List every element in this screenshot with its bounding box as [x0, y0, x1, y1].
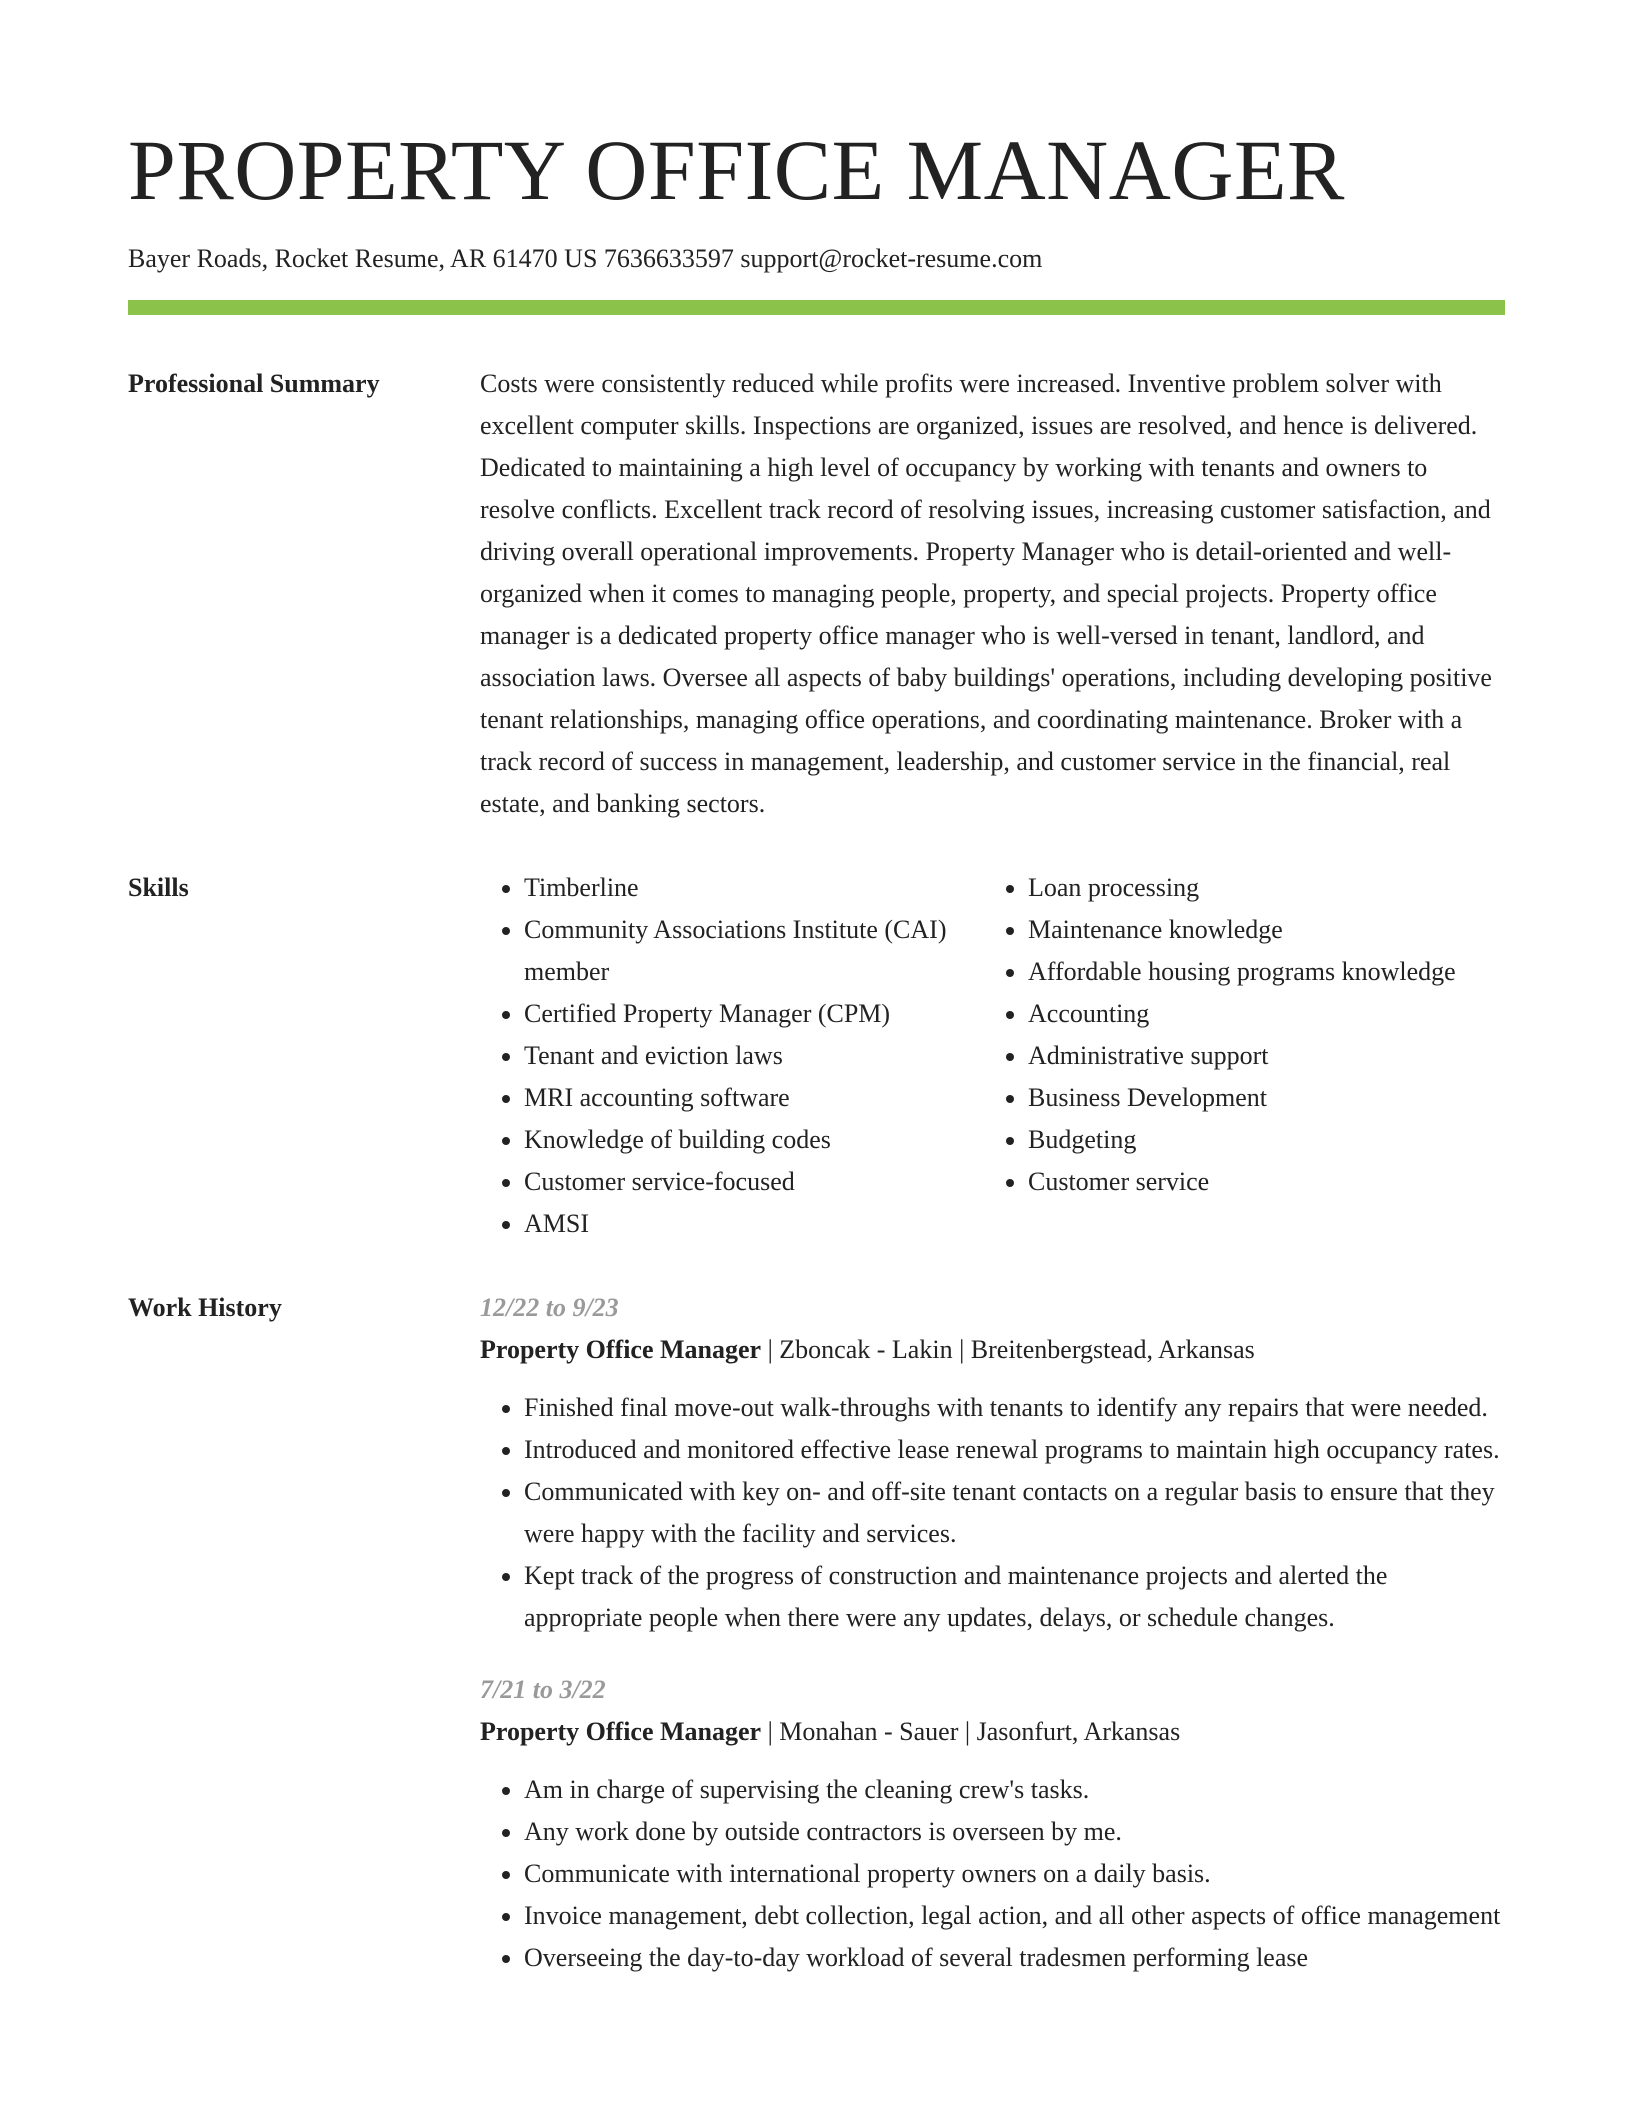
separator: | [964, 1717, 977, 1746]
job-bullet: • Am in charge of supervising the cleaning crew's tasks. [524, 1769, 1505, 1811]
skill-item: • Administrative support [1028, 1035, 1505, 1077]
skills-section [128, 867, 1505, 1245]
job-bullet: • Invoice management, debt collection, legal action, and all other aspects of office management [524, 1895, 1505, 1937]
skill-item: • Tenant and eviction laws [524, 1035, 984, 1077]
job-company: Zboncak - Lakin [779, 1335, 953, 1364]
job-entry [480, 1669, 1505, 1979]
job-bullet: • Communicate with international property owners on a daily basis. [524, 1853, 1505, 1895]
job-bullet: • Any work done by outside contractors is overseen by me. [524, 1811, 1505, 1853]
separator: | [767, 1335, 780, 1364]
skill-item: • Certified Property Manager (CPM) [524, 993, 984, 1035]
contact-address: Bayer Roads, Rocket Resume, AR 61470 US [128, 244, 598, 273]
skill-item: • Community Associations Institute (CAI) member [524, 909, 984, 993]
skills-body [480, 867, 1505, 1245]
job-location: Jasonfurt, Arkansas [976, 1717, 1181, 1746]
skills-column-2 [984, 867, 1505, 1245]
skill-item: • Timberline [524, 867, 984, 909]
resume-name: PROPERTY OFFICE MANAGER [128, 122, 1345, 218]
job-role: Property Office Manager [480, 1335, 762, 1364]
skill-item: • Accounting [1028, 993, 1505, 1035]
contact-line [128, 242, 1505, 276]
skill-item: • Customer service-focused [524, 1161, 984, 1203]
skill-item: • Loan processing [1028, 867, 1505, 909]
separator: | [767, 1717, 780, 1746]
job-dates: 12/22 to 9/23 [480, 1293, 619, 1322]
job-bullet: • Communicated with key on- and off-site tenant contacts on a regular basis to ensure that they were happy with the facility and services. [524, 1471, 1505, 1555]
job-bullets [480, 1769, 1505, 1979]
job-bullet: • Introduced and monitored effective lease renewal programs to maintain high occupancy rates. [524, 1429, 1505, 1471]
accent-divider [128, 300, 1505, 315]
job-dates: 7/21 to 3/22 [480, 1675, 606, 1704]
contact-phone: 7636633597 [603, 244, 734, 273]
skill-item: • AMSI [524, 1203, 984, 1245]
summary-body [480, 363, 1505, 825]
skill-item: • Business Development [1028, 1077, 1505, 1119]
job-company: Monahan - Sauer [779, 1717, 959, 1746]
skill-item: • Budgeting [1028, 1119, 1505, 1161]
skill-item: • Knowledge of building codes [524, 1119, 984, 1161]
summary-heading: Professional Summary [128, 369, 380, 398]
skill-item: • Maintenance knowledge [1028, 909, 1505, 951]
job-role: Property Office Manager [480, 1717, 762, 1746]
skill-item: • Customer service [1028, 1161, 1505, 1203]
contact-email: support@rocket-resume.com [740, 244, 1043, 273]
work-history-heading: Work History [128, 1293, 282, 1322]
skills-column-1 [480, 867, 984, 1245]
job-entry [480, 1287, 1505, 1639]
job-title-line [480, 1711, 1505, 1753]
job-bullet: • Finished final move-out walk-throughs with tenants to identify any repairs that were needed. [524, 1387, 1505, 1429]
job-location: Breitenbergstead, Arkansas [970, 1335, 1255, 1364]
skills-heading: Skills [128, 873, 189, 902]
work-history-section [128, 1287, 1505, 1979]
job-title-line [480, 1329, 1505, 1371]
summary-section [128, 363, 1505, 825]
skill-item: • MRI accounting software [524, 1077, 984, 1119]
work-history-body [480, 1287, 1505, 1979]
job-bullet: • Overseeing the day-to-day workload of several tradesmen performing lease [524, 1937, 1505, 1979]
separator: | [959, 1335, 971, 1364]
summary-text: Costs were consistently reduced while profits were increased. Inventive problem solver with excellent computer skills. Inspections are organized, issues are resolved, and hence is delivered. Dedicated to maintaining a high level of occupancy by working with tenants and owners to resolve conflicts. Excellent track record of resolving issues, increasing customer satisfaction, and driving overall operational improvements. Property Manager who is detail-oriented and well-organized when it comes to managing people, property, and special projects. Property office manager is a dedicated property office manager who is well-versed in tenant, landlord, and association laws. Oversee all aspects of baby buildings' operations, including developing positive tenant relationships, managing office operations, and coordinating maintenance. Broker with a track record of success in management, leadership, and customer service in the financial, real estate, and banking sectors. [480, 369, 1492, 818]
job-bullets [480, 1387, 1505, 1639]
job-bullet: • Kept track of the progress of construction and maintenance projects and alerted the appropriate people when there were any updates, delays, or schedule changes. [524, 1555, 1505, 1639]
skill-item: • Affordable housing programs knowledge [1028, 951, 1505, 993]
resume-page [128, 112, 1505, 1979]
